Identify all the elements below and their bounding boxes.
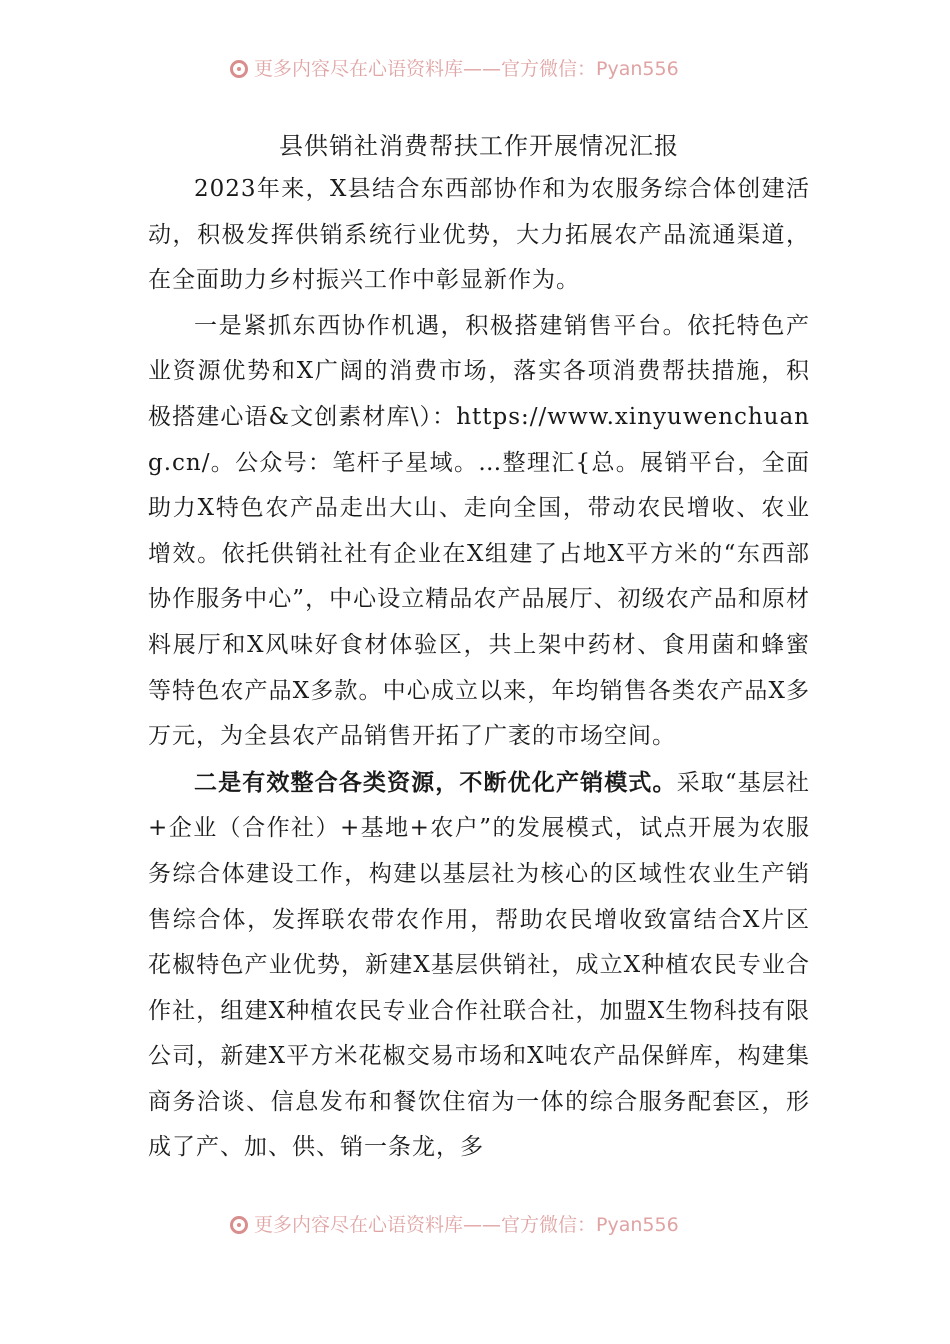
paragraph-intro xyxy=(148,167,810,304)
paragraph-lead: 二是有效整合各类资源，不断优化产销模式。 xyxy=(194,768,677,796)
watermark-text: 更多内容尽在心语资料库——官方微信：Pyan556 xyxy=(254,58,679,80)
paragraph-text: 一是紧抓东西协作机遇，积极搭建销售平台。依托特色产业资源优势和X广阔的消费市场，落实各项消费帮扶措施，积极搭建心语&文创素材库\）：https://www.xinyuwenchuang.cn/。公众号：笔杆子星域。…整理汇{总。展销平台，全面助力X特色农产品走出大山、走向全国，带动农民增收、农业增效。依托供销社社有企业在X组建了占地X平方米的“东西部协作服务中心”，中心设立精品农产品展厅、初级农产品和原材料展厅和X风味好食材体验区，共上架中药材、食用菌和蜂蜜等特色农产品X多款。中心成立以来，年均销售各类农产品X多万元，为全县农产品销售开拓了广袤的市场空间。 xyxy=(148,312,810,750)
watermark-top xyxy=(230,56,750,82)
paragraph-text: 2023年来，X县结合东西部协作和为农服务综合体创建活动，积极发挥供销系统行业优势，大力拓展农产品流通渠道，在全面助力乡村振兴工作中彰显新作为。 xyxy=(148,176,810,294)
watermark-logo-icon xyxy=(230,1216,248,1234)
watermark-text: 更多内容尽在心语资料库——官方微信：Pyan556 xyxy=(254,1214,679,1236)
paragraph-section-2 xyxy=(148,760,810,1171)
paragraph-text: 采取“基层社+企业（合作社）+基地+农户”的发展模式，试点开展为农服务综合体建设工作，构建以基层社为核心的区域性农业生产销售综合体，发挥联农带农作用，帮助农民增收致富结合X片区花椒特色产业优势，新建X基层供销社，成立X种植农民专业合作社，组建X种植农民专业合作社联合社，加盟X生物科技有限公司，新建X平方米花椒交易市场和X吨农产品保鲜库，构建集商务洽谈、信息发布和餐饮住宿为一体的综合服务配套区，形成了产、加、供、销一条龙，多 xyxy=(148,769,810,1161)
watermark-logo-icon xyxy=(230,60,248,78)
document-body xyxy=(148,125,810,1171)
document-title: 县供销社消费帮扶工作开展情况汇报 xyxy=(279,132,679,160)
paragraph-section-1 xyxy=(148,304,810,760)
watermark-bottom xyxy=(230,1212,750,1238)
